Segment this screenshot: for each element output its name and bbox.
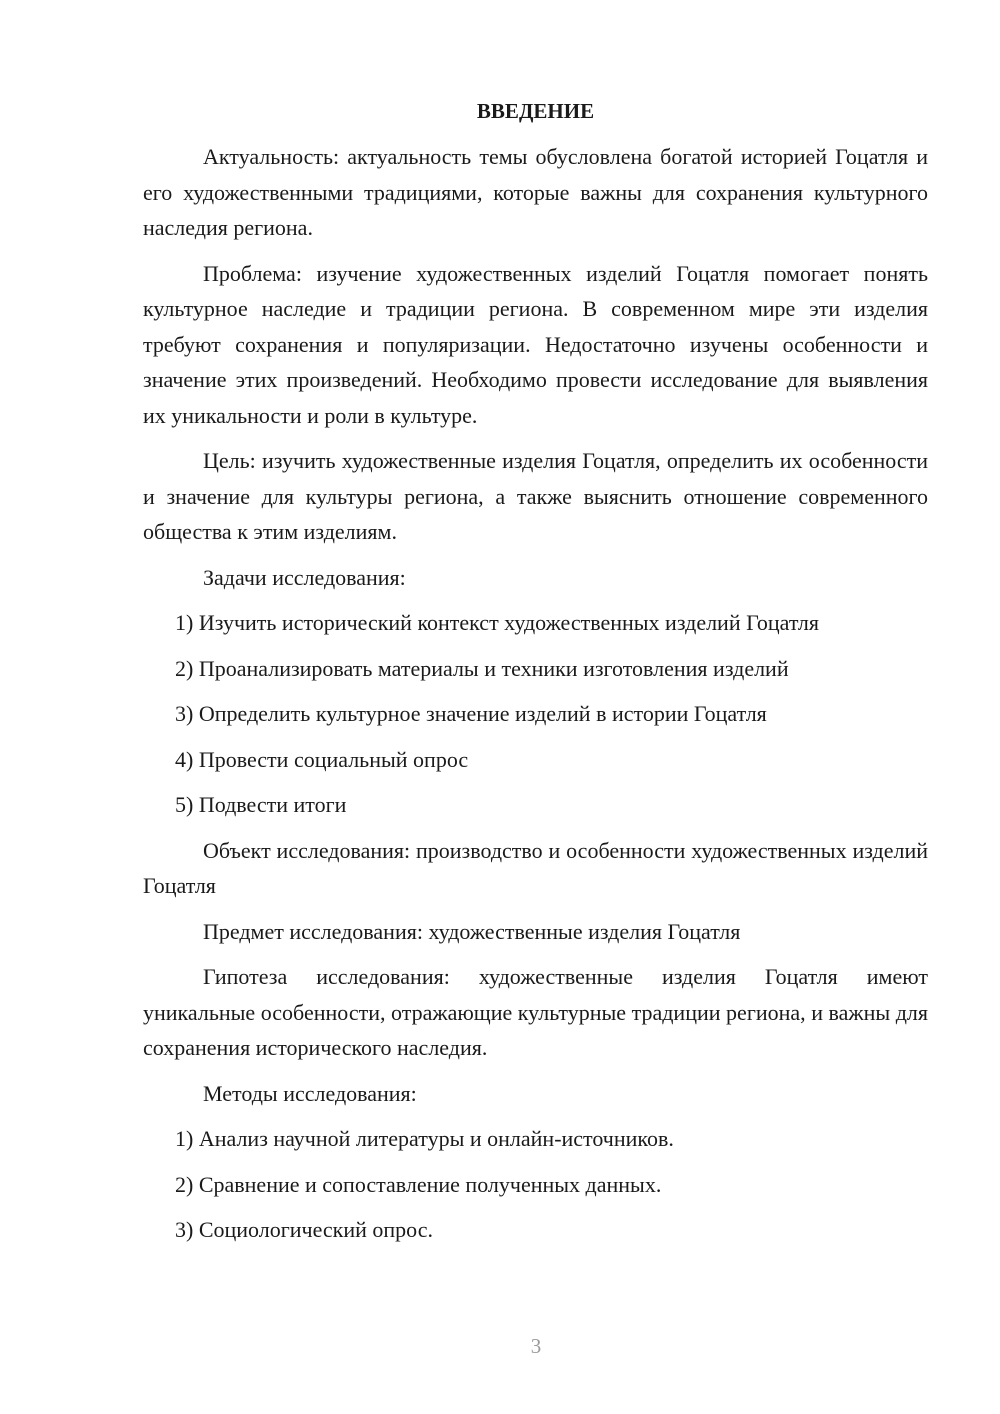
page-number: 3 — [530, 1334, 542, 1358]
relevance-paragraph: Актуальность: актуальность темы обусловлена богатой историей Гоцатля и его художественными традициями, которые важны для сохранения культурного наследия региона. — [143, 144, 928, 240]
task-item: 3) Определить культурное значение изделий в истории Гоцатля — [175, 701, 767, 726]
task-item: 4) Провести социальный опрос — [175, 746, 469, 772]
task-item: 1) Изучить исторический контекст художественных изделий Гоцатля — [175, 610, 820, 635]
subject-paragraph: Предмет исследования: художественные изделия Гоцатля — [203, 918, 741, 944]
object-paragraph: Объект исследования: производство и особенности художественных изделий Гоцатля — [143, 837, 928, 898]
tasks-heading: Задачи исследования: — [203, 564, 406, 590]
methods-heading: Методы исследования: — [203, 1080, 417, 1106]
method-item: 1) Анализ научной литературы и онлайн-источников. — [175, 1126, 674, 1151]
hypothesis-paragraph: Гипотеза исследования: художественные изделия Гоцатля имеют уникальные особенности, отражающие культурные традиции региона, и важны для сохранения исторического наследия. — [143, 964, 928, 1060]
page-content — [143, 94, 928, 1258]
goal-paragraph: Цель: изучить художественные изделия Гоцатля, определить их особенности и значение для культуры региона, а также выяснить отношение современного общества к этим изделиям. — [143, 448, 928, 544]
task-item: 2) Проанализировать материалы и техники изготовления изделий — [175, 655, 789, 681]
problem-paragraph: Проблема: изучение художественных изделий Гоцатля помогает понять культурное наследие и традиции региона. В современном мире эти изделия требуют сохранения и популяризации. Недостаточно изучены особенности и значение этих произведений. Необходимо провести исследование для выявления их уникальности и роли в культуре. — [143, 260, 928, 428]
method-item: 2) Сравнение и сопоставление полученных данных. — [175, 1171, 662, 1197]
page-title: ВВЕДЕНИЕ — [476, 99, 595, 123]
task-item: 5) Подвести итоги — [175, 792, 347, 817]
method-item: 3) Социологический опрос. — [175, 1217, 433, 1242]
